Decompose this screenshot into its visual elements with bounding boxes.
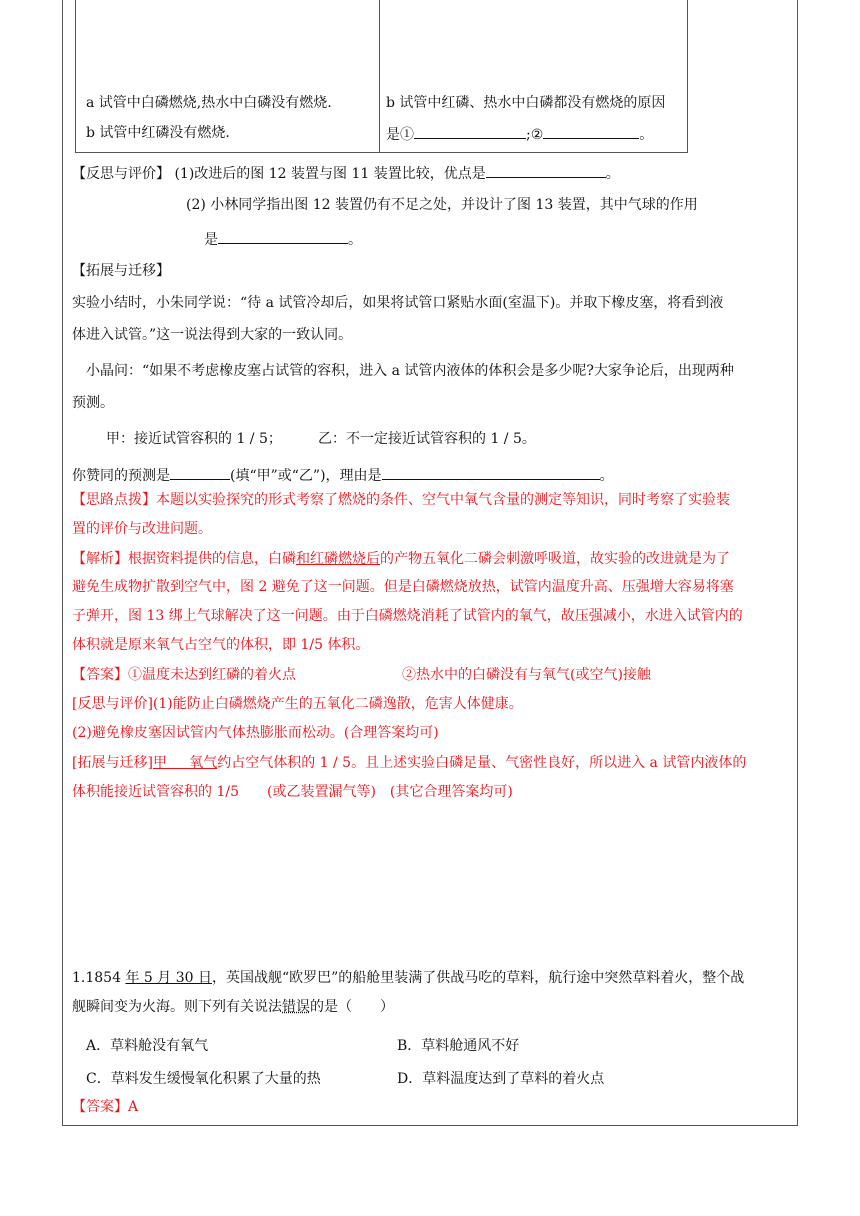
text: 。 [348,232,362,248]
answer-blank[interactable] [382,465,600,480]
hint-line2: 置的评价与改进问题。 [72,521,212,537]
paragraph: 体进入试管。”这一说法得到大家的一致认同。 [72,327,353,343]
text: 错误 [282,999,310,1015]
reflect-question-2-line2 [204,229,362,249]
answer-blank[interactable] [170,465,230,480]
text: 你赞同的预测是 [72,468,170,484]
table-divider [379,0,380,152]
answer-blank[interactable] [486,163,606,178]
reflect-answer-1: [反思与评价](1)能防止白磷燃烧产生的五氧化二磷逸散，危害人体健康。 [72,696,523,712]
text: 舰瞬间变为火海。则下列有关说法 [72,999,282,1015]
question-answer: 【答案】A [72,1099,139,1115]
text: 。 [605,166,620,182]
text: ;② [526,127,544,143]
table-right-line1: b 试管中红磷、热水中白磷都没有燃烧的原因 [386,95,666,111]
text: 是 [204,232,218,248]
answer-blank[interactable] [414,124,526,139]
table-left-line1: a 试管中白磷燃烧,热水中白磷没有燃烧. [86,95,332,111]
option-b[interactable]: B．草料舱通风不好 [397,1038,520,1054]
paragraph: 预测。 [72,395,114,411]
answer-line-2: ②热水中的白磷没有与氧气(或空气)接触 [402,667,651,683]
text: 的是（ ） [310,999,394,1015]
text: 年 5 月 30 日 [125,970,212,986]
reflect-answer-2: (2)避免橡皮塞因试管内气体热膨胀而松动。(合理答案均可) [72,725,439,741]
text: 。 [599,468,614,484]
question-line2 [72,998,394,1016]
text: (填“甲”或“乙”)，理由是 [230,468,382,484]
analysis-line3: 子弹开，图 13 绑上气球解决了这一问题。由于白磷燃烧消耗了试管内的氧气，故压强减小，水进入试管内的 [72,608,743,624]
answer-line [72,666,296,684]
prediction-jia: 甲：接近试管容积的 1 / 5； [106,431,282,447]
analysis-line2: 避免生成物扩散到空气中，图 2 避免了这一问题。但是白磷燃烧放热，试管内温度升高、压强增大容易将塞 [72,579,734,595]
extend-tag: 【拓展与迁移】 [72,263,170,279]
text: [拓展与迁移] [72,755,153,771]
option-a[interactable]: A．草料舱没有氧气 [86,1038,209,1054]
answer-blank[interactable] [543,124,639,139]
table-left-line2: b 试管中红磷没有燃烧. [86,125,230,141]
option-d[interactable]: D．草料温度达到了草料的着火点 [397,1071,605,1087]
text: 【答案】 [72,667,128,683]
option-c[interactable]: C．草料发生缓慢氧化积累了大量的热 [86,1071,321,1087]
extend-answer-line2: 体积能接近试管容积的 1/5 (或乙装置漏气等) (其它合理答案均可) [72,784,513,800]
text: 氧气 [189,755,218,771]
hint-line1: 【思路点拨】本题以实验探究的形式考察了燃烧的条件、空气中氧气含量的测定等知识，同时考察了实验装 [72,492,730,508]
section-tag: 【反思与评价】 [72,166,170,182]
text: 1.1854 [72,970,126,986]
text: ，英国战舰“欧罗巴”的船舱里装满了供战马吃的草料，航行途中突然草料着火，整个战 [211,970,745,986]
text: 的产物五氧化二磷会刺激呼吸道，故实验的改进就是为了 [380,551,730,567]
reflect-question-2: (2) 小林同学指出图 12 装置仍有不足之处，并设计了图 13 装置，其中气球的作用 [186,197,698,213]
text: 是① [386,127,414,143]
text: 【解析】根据资料提供的信息，白磷 [72,551,296,567]
text: 约占空气体积的 1 / 5。且上述实验白磷足量、气密性良好，所以进入 a 试管内液体的 [217,755,747,771]
reflect-question-1 [72,163,620,183]
analysis-line1 [72,550,730,568]
question-line1 [72,969,744,987]
text: 。 [639,127,654,143]
prediction-yi: 乙：不一定接近试管容积的 1 / 5。 [318,431,536,447]
extend-answer-line1 [72,754,746,772]
paragraph: 小晶问：“如果不考虑橡皮塞占试管的容积，进入 a 试管内液体的体积会是多少呢?大家争论后，出现两种 [86,363,734,379]
paragraph: 实验小结时，小朱同学说：“待 a 试管冷却后，如果将试管口紧贴水面(室温下)。并取下橡皮塞，将看到液 [72,295,724,311]
text: 甲 [152,755,167,771]
analysis-line4: 体积就是原来氧气占空气的体积，即 1/5 体积。 [72,637,370,653]
table-right-line2 [386,124,653,144]
text: 和红磷燃烧后 [296,551,380,567]
prediction-question [72,465,614,485]
text: (1)改进后的图 12 装置与图 11 装置比较，优点是 [174,166,486,182]
text: ①温度未达到红磷的着火点 [128,667,296,683]
answer-blank[interactable] [218,229,348,244]
